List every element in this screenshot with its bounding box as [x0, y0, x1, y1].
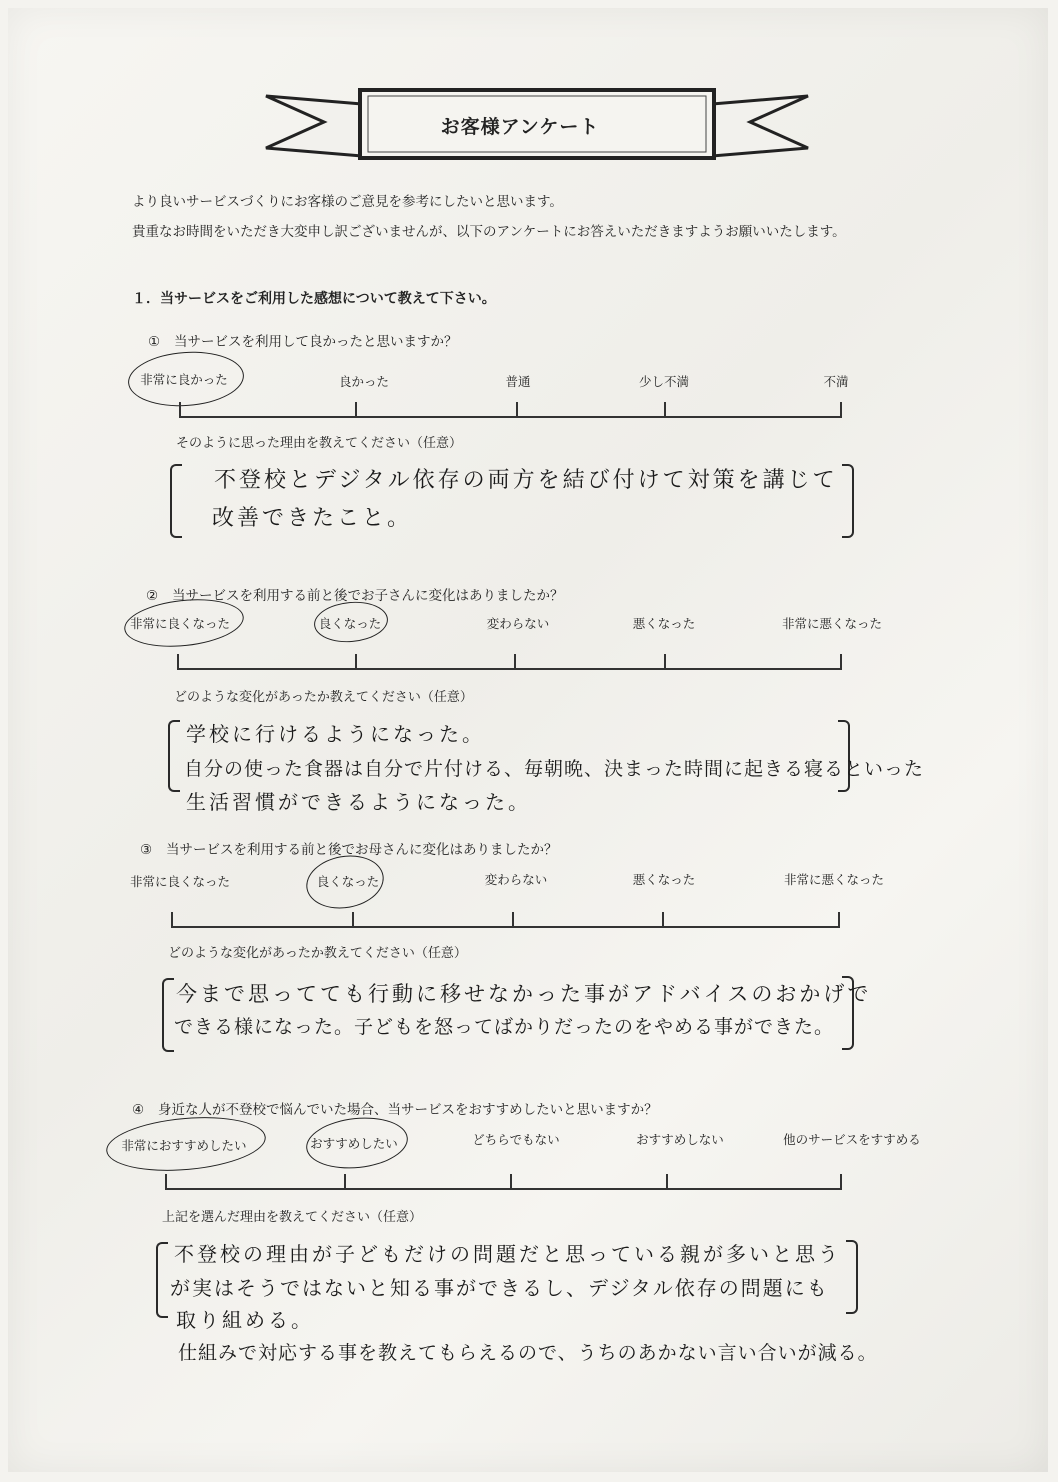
q3-scale [172, 912, 840, 928]
q4-option-2[interactable]: おすすめしたい [310, 1136, 398, 1151]
question-number: ③ [140, 842, 153, 858]
q4-option-4[interactable]: おすすめしない [636, 1132, 724, 1147]
intro-line-2: 貴重なお時間をいただき大変申し訳ございませんが、以下のアンケートにお答えいただきますようお願いいたします。 [132, 224, 846, 240]
question-number: ④ [132, 1102, 145, 1118]
q4-scale [166, 1174, 842, 1190]
q1-bracket-right [842, 464, 854, 538]
q3-option-5[interactable]: 非常に悪くなった [783, 872, 885, 887]
q4-answer-line-3: 取り組める。 [176, 1308, 314, 1332]
q2-reason-label: どのような変化があったか教えてください（任意） [174, 690, 473, 705]
q2-option-2[interactable]: 良くなった [318, 616, 382, 631]
q2-answer-line-2: 自分の使った食器は自分で片付ける、毎朝晩、決まった時間に起きる寝るといった [184, 758, 925, 780]
q3-answer-line-2: できる様になった。子どもを怒ってばかりだったのをやめる事ができた。 [174, 1016, 835, 1038]
q1-option-4[interactable]: 少し不満 [638, 374, 690, 389]
q3-option-4[interactable]: 悪くなった [632, 872, 696, 887]
q2-bracket-right [838, 720, 850, 792]
q4-answer-line-2: が実はそうではないと知る事ができるし、デジタル依存の問題にも [170, 1276, 829, 1300]
q2-bracket-left [168, 720, 180, 792]
q2-option-5[interactable]: 非常に悪くなった [781, 616, 883, 631]
q2-scale [178, 654, 842, 670]
question-text: 当サービスを利用する前と後でお母さんに変化はありましたか？ [166, 842, 558, 858]
q2-option-3[interactable]: 変わらない [486, 616, 550, 631]
q4-option-3[interactable]: どちらでもない [472, 1132, 560, 1147]
q1-answer-line-2: 改善できたこと。 [212, 506, 413, 531]
q4-reason-label: 上記を選んだ理由を教えてください（任意） [162, 1210, 423, 1225]
q1-answer-line-1: 不登校とデジタル依存の両方を結び付けて対策を講じて [214, 468, 838, 493]
q2-answer-line-3: 生活習慣ができるようになった。 [186, 790, 531, 814]
q3-option-2[interactable]: 良くなった [316, 874, 380, 889]
q1-bracket-left [170, 464, 182, 538]
question-1 [148, 330, 458, 350]
question-4 [132, 1098, 658, 1118]
q3-option-1[interactable]: 非常に良くなった [129, 874, 231, 889]
q1-scale [180, 402, 842, 418]
question-text: 当サービスを利用する前と後でお子さんに変化はありましたか？ [172, 588, 564, 604]
q4-bracket-left [156, 1242, 168, 1318]
q2-answer-line-1: 学校に行けるようになった。 [186, 722, 485, 746]
question-text: 身近な人が不登校で悩んでいた場合、当サービスをおすすめしたいと思いますか？ [158, 1102, 658, 1118]
question-number: ① [148, 334, 161, 350]
q1-reason-label: そのように思った理由を教えてください（任意） [176, 436, 463, 451]
q2-option-4[interactable]: 悪くなった [632, 616, 696, 631]
q1-option-3[interactable]: 普通 [505, 374, 531, 389]
q3-reason-label: どのような変化があったか教えてください（任意） [168, 946, 467, 961]
survey-title: お客様アンケート [440, 116, 600, 138]
section-heading: １．当サービスをご利用した感想について教えて下さい。 [132, 291, 496, 307]
intro-line-1: より良いサービスづくりにお客様のご意見を参考にしたいと思います。 [132, 194, 563, 210]
q3-answer-line-1: 今まで思ってても行動に移せなかった事がアドバイスのおかげで [176, 982, 872, 1006]
q1-option-2[interactable]: 良かった [338, 374, 390, 389]
question-number: ② [146, 588, 159, 604]
q2-option-1[interactable]: 非常に良くなった [129, 616, 231, 631]
q4-option-5[interactable]: 他のサービスをすすめる [783, 1132, 921, 1147]
question-text: 当サービスを利用して良かったと思いますか？ [174, 334, 458, 350]
q1-option-5[interactable]: 不満 [823, 374, 849, 389]
q4-answer-line-1: 不登校の理由が子どもだけの問題だと思っている親が多いと思う [174, 1242, 841, 1266]
q3-option-3[interactable]: 変わらない [484, 872, 548, 887]
q4-option-1[interactable]: 非常におすすめしたい [121, 1138, 247, 1153]
q4-answer-line-4: 仕組みで対応する事を教えてもらえるので、うちのあかない言い合いが減る。 [178, 1342, 878, 1364]
q4-bracket-right [846, 1240, 858, 1314]
q3-bracket-left [162, 978, 174, 1052]
q1-option-1[interactable]: 非常に良かった [140, 372, 228, 387]
